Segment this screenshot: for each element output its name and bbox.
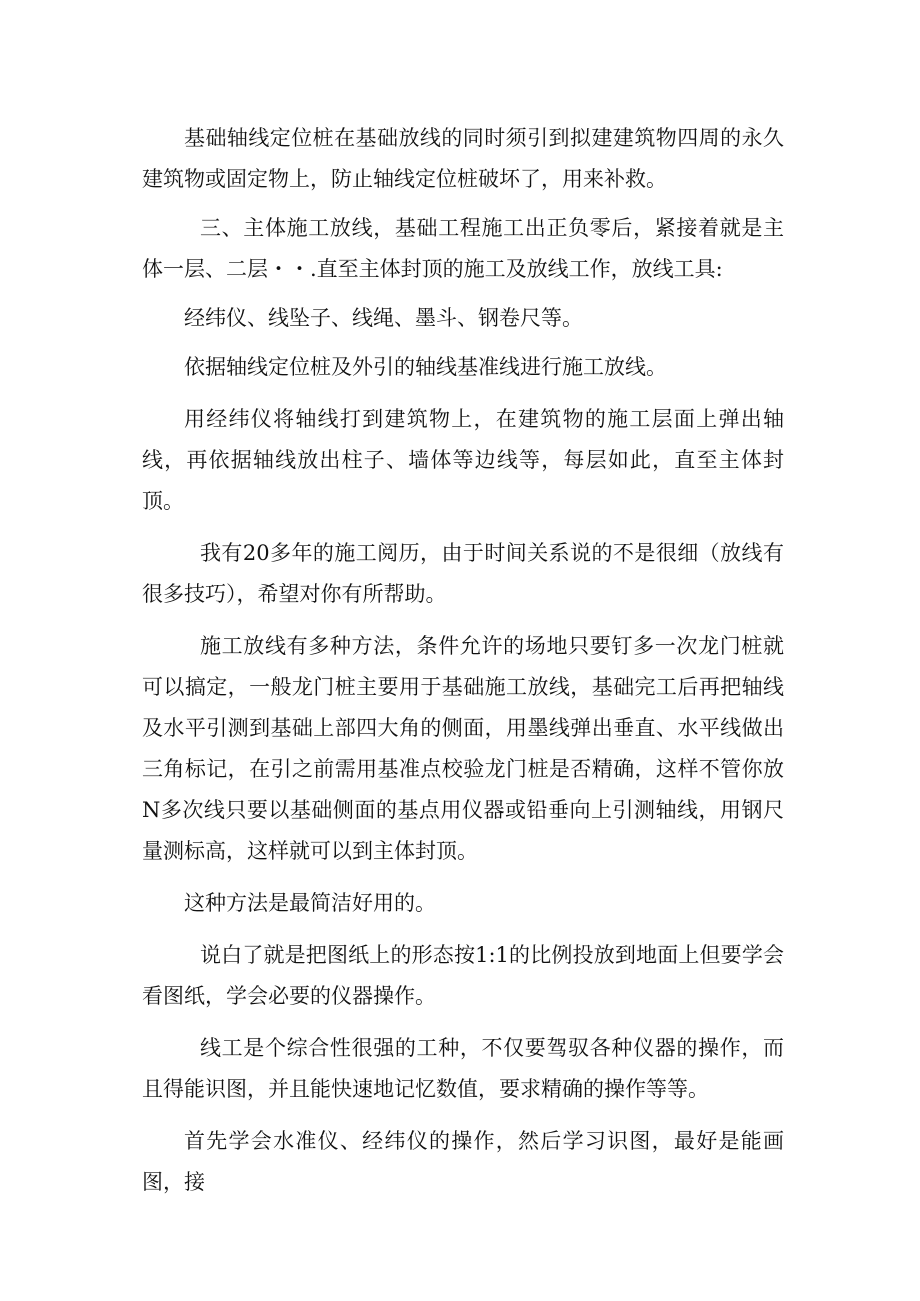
paragraph-tools-list: 经纬仪、线坠子、线绳、墨斗、钢卷尺等。 xyxy=(184,306,583,330)
document-body xyxy=(142,118,784,1203)
paragraph-learning-steps: 首先学会水准仪、经纬仪的操作，然后学习识图，最好是能画图，接 xyxy=(142,1129,784,1194)
paragraph-line-worker: 线工是个综合性很强的工种，不仅要驾驭各种仪器的操作，而且得能识图，并且能快速地记忆数值，要求精确的操作等等。 xyxy=(142,1036,784,1101)
paragraph-methods: 施工放线有多种方法，条件允许的场地只要钉多一次龙门桩就可以搞定，一般龙门桩主要用于基础施工放线，基础完工后再把轴线及水平引测到基础上部四大角的侧面，用墨线弹出垂直、水平线做出三角标记，在引之前需用基准点校验龙门桩是否精确，这样不管你放N多次线只要以基础侧面的基点用仪器或铅垂向上引测轴线，用钢尺量测标高，这样就可以到主体封顶。 xyxy=(142,634,784,863)
paragraph-drawing-scale: 说白了就是把图纸上的形态按1:1的比例投放到地面上但要学会看图纸，学会必要的仪器操作。 xyxy=(142,943,784,1008)
paragraph-axis-stake: 基础轴线定位桩在基础放线的同时须引到拟建建筑物四周的永久建筑物或固定物上，防止轴线定位桩破坏了，用来补救。 xyxy=(142,126,784,191)
paragraph-baseline-layout: 依据轴线定位桩及外引的轴线基准线进行施工放线。 xyxy=(184,355,667,379)
paragraph-experience: 我有20多年的施工阅历，由于时间关系说的不是很细（放线有很多技巧），希望对你有所帮助。 xyxy=(142,541,784,606)
paragraph-theodolite-usage: 用经纬仪将轴线打到建筑物上，在建筑物的施工层面上弹出轴线，再依据轴线放出柱子、墙体等边线等，每层如此，直至主体封顶。 xyxy=(142,407,784,513)
paragraph-simplest-method: 这种方法是最简洁好用的。 xyxy=(184,891,436,915)
paragraph-main-structure-layout: 三、主体施工放线，基础工程施工出正负零后，紧接着就是主体一层、二层・・.直至主体封顶的施工及放线工作，放线工具: xyxy=(142,216,784,281)
